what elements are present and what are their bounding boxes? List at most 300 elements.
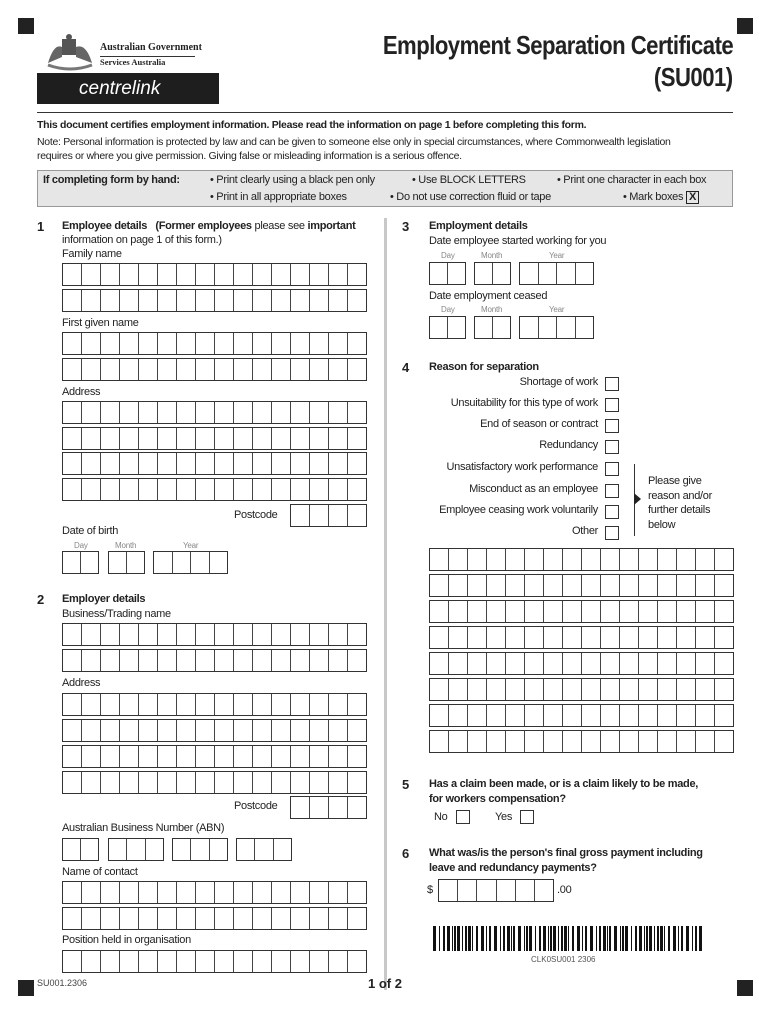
char-box[interactable] bbox=[468, 731, 487, 752]
char-box[interactable] bbox=[601, 679, 620, 700]
char-box[interactable] bbox=[696, 627, 715, 648]
char-box[interactable] bbox=[310, 772, 329, 793]
char-box[interactable] bbox=[196, 333, 215, 354]
char-box[interactable] bbox=[468, 549, 487, 570]
char-box[interactable] bbox=[544, 601, 563, 622]
char-box[interactable] bbox=[120, 908, 139, 929]
char-box[interactable] bbox=[234, 359, 253, 380]
char-box[interactable] bbox=[468, 705, 487, 726]
char-box[interactable] bbox=[109, 552, 127, 573]
char-box[interactable] bbox=[196, 624, 215, 645]
char-box[interactable] bbox=[310, 650, 329, 671]
reason-checkbox[interactable] bbox=[605, 505, 619, 519]
char-box[interactable] bbox=[506, 653, 525, 674]
char-box[interactable] bbox=[63, 624, 82, 645]
char-box[interactable] bbox=[63, 290, 82, 311]
char-box[interactable] bbox=[696, 679, 715, 700]
first-name-row[interactable] bbox=[62, 332, 367, 355]
char-box[interactable] bbox=[158, 772, 177, 793]
char-box[interactable] bbox=[487, 679, 506, 700]
char-box[interactable] bbox=[63, 264, 82, 285]
char-box[interactable] bbox=[253, 624, 272, 645]
char-box[interactable] bbox=[120, 882, 139, 903]
char-box[interactable] bbox=[329, 746, 348, 767]
char-box[interactable] bbox=[677, 705, 696, 726]
char-box[interactable] bbox=[215, 720, 234, 741]
char-box[interactable] bbox=[310, 694, 329, 715]
char-box[interactable] bbox=[63, 720, 82, 741]
char-box[interactable] bbox=[658, 731, 677, 752]
char-box[interactable] bbox=[497, 880, 516, 901]
char-box[interactable] bbox=[310, 951, 329, 972]
char-box[interactable] bbox=[544, 731, 563, 752]
char-box[interactable] bbox=[177, 650, 196, 671]
details-row[interactable] bbox=[429, 626, 734, 649]
char-box[interactable] bbox=[177, 720, 196, 741]
char-box[interactable] bbox=[82, 333, 101, 354]
char-box[interactable] bbox=[696, 731, 715, 752]
char-box[interactable] bbox=[234, 908, 253, 929]
char-box[interactable] bbox=[82, 479, 101, 500]
char-box[interactable] bbox=[348, 624, 366, 645]
start-day[interactable] bbox=[429, 262, 466, 285]
char-box[interactable] bbox=[120, 479, 139, 500]
char-box[interactable] bbox=[539, 263, 558, 284]
char-box[interactable] bbox=[82, 624, 101, 645]
char-box[interactable] bbox=[234, 650, 253, 671]
char-box[interactable] bbox=[158, 746, 177, 767]
char-box[interactable] bbox=[215, 882, 234, 903]
char-box[interactable] bbox=[139, 402, 158, 423]
char-box[interactable] bbox=[563, 653, 582, 674]
char-box[interactable] bbox=[120, 453, 139, 474]
char-box[interactable] bbox=[173, 552, 192, 573]
char-box[interactable] bbox=[310, 402, 329, 423]
char-box[interactable] bbox=[120, 650, 139, 671]
char-box[interactable] bbox=[439, 880, 458, 901]
reason-checkbox[interactable] bbox=[605, 398, 619, 412]
char-box[interactable] bbox=[544, 653, 563, 674]
char-box[interactable] bbox=[253, 453, 272, 474]
char-box[interactable] bbox=[253, 479, 272, 500]
char-box[interactable] bbox=[237, 839, 255, 860]
char-box[interactable] bbox=[158, 720, 177, 741]
char-box[interactable] bbox=[272, 650, 291, 671]
char-box[interactable] bbox=[310, 882, 329, 903]
char-box[interactable] bbox=[506, 549, 525, 570]
char-box[interactable] bbox=[557, 263, 576, 284]
char-box[interactable] bbox=[101, 359, 120, 380]
char-box[interactable] bbox=[139, 951, 158, 972]
char-box[interactable] bbox=[101, 624, 120, 645]
char-box[interactable] bbox=[101, 479, 120, 500]
abn-group[interactable] bbox=[62, 838, 99, 861]
char-box[interactable] bbox=[139, 720, 158, 741]
char-box[interactable] bbox=[215, 333, 234, 354]
char-box[interactable] bbox=[449, 705, 468, 726]
char-box[interactable] bbox=[620, 731, 639, 752]
char-box[interactable] bbox=[291, 624, 310, 645]
char-box[interactable] bbox=[120, 428, 139, 449]
char-box[interactable] bbox=[101, 453, 120, 474]
char-box[interactable] bbox=[348, 290, 366, 311]
char-box[interactable] bbox=[158, 479, 177, 500]
char-box[interactable] bbox=[196, 428, 215, 449]
char-box[interactable] bbox=[272, 624, 291, 645]
char-box[interactable] bbox=[158, 882, 177, 903]
contact-name-row[interactable] bbox=[62, 907, 367, 930]
char-box[interactable] bbox=[449, 575, 468, 596]
char-box[interactable] bbox=[82, 359, 101, 380]
char-box[interactable] bbox=[234, 479, 253, 500]
char-box[interactable] bbox=[154, 552, 173, 573]
char-box[interactable] bbox=[215, 772, 234, 793]
char-box[interactable] bbox=[348, 359, 366, 380]
employee-address-row[interactable] bbox=[62, 452, 367, 475]
char-box[interactable] bbox=[210, 839, 227, 860]
char-box[interactable] bbox=[468, 653, 487, 674]
char-box[interactable] bbox=[506, 705, 525, 726]
char-box[interactable] bbox=[715, 549, 733, 570]
reason-checkbox[interactable] bbox=[605, 526, 619, 540]
char-box[interactable] bbox=[310, 359, 329, 380]
char-box[interactable] bbox=[601, 601, 620, 622]
char-box[interactable] bbox=[329, 650, 348, 671]
first-name-row[interactable] bbox=[62, 358, 367, 381]
char-box[interactable] bbox=[620, 601, 639, 622]
char-box[interactable] bbox=[63, 333, 82, 354]
char-box[interactable] bbox=[139, 772, 158, 793]
family-name-row[interactable] bbox=[62, 263, 367, 286]
char-box[interactable] bbox=[139, 694, 158, 715]
char-box[interactable] bbox=[253, 882, 272, 903]
char-box[interactable] bbox=[493, 263, 510, 284]
char-box[interactable] bbox=[101, 333, 120, 354]
char-box[interactable] bbox=[101, 694, 120, 715]
details-row[interactable] bbox=[429, 548, 734, 571]
char-box[interactable] bbox=[525, 653, 544, 674]
char-box[interactable] bbox=[639, 653, 658, 674]
char-box[interactable] bbox=[520, 317, 539, 338]
char-box[interactable] bbox=[348, 479, 366, 500]
char-box[interactable] bbox=[120, 951, 139, 972]
char-box[interactable] bbox=[348, 772, 366, 793]
details-row[interactable] bbox=[429, 574, 734, 597]
char-box[interactable] bbox=[658, 575, 677, 596]
char-box[interactable] bbox=[291, 746, 310, 767]
char-box[interactable] bbox=[196, 359, 215, 380]
char-box[interactable] bbox=[139, 333, 158, 354]
start-month[interactable] bbox=[474, 262, 511, 285]
char-box[interactable] bbox=[120, 694, 139, 715]
char-box[interactable] bbox=[196, 772, 215, 793]
char-box[interactable] bbox=[253, 428, 272, 449]
char-box[interactable] bbox=[601, 731, 620, 752]
char-box[interactable] bbox=[82, 746, 101, 767]
char-box[interactable] bbox=[506, 679, 525, 700]
char-box[interactable] bbox=[120, 720, 139, 741]
char-box[interactable] bbox=[158, 264, 177, 285]
char-box[interactable] bbox=[253, 290, 272, 311]
char-box[interactable] bbox=[329, 951, 348, 972]
char-box[interactable] bbox=[563, 705, 582, 726]
char-box[interactable] bbox=[449, 627, 468, 648]
char-box[interactable] bbox=[120, 359, 139, 380]
char-box[interactable] bbox=[177, 624, 196, 645]
char-box[interactable] bbox=[430, 705, 449, 726]
char-box[interactable] bbox=[196, 951, 215, 972]
char-box[interactable] bbox=[468, 601, 487, 622]
char-box[interactable] bbox=[544, 549, 563, 570]
char-box[interactable] bbox=[120, 290, 139, 311]
char-box[interactable] bbox=[291, 479, 310, 500]
char-box[interactable] bbox=[715, 601, 733, 622]
char-box[interactable] bbox=[272, 402, 291, 423]
char-box[interactable] bbox=[274, 839, 291, 860]
char-box[interactable] bbox=[210, 552, 228, 573]
position-row[interactable] bbox=[62, 950, 367, 973]
char-box[interactable] bbox=[120, 624, 139, 645]
char-box[interactable] bbox=[291, 951, 310, 972]
reason-checkbox[interactable] bbox=[605, 484, 619, 498]
char-box[interactable] bbox=[139, 908, 158, 929]
char-box[interactable] bbox=[582, 731, 601, 752]
char-box[interactable] bbox=[677, 653, 696, 674]
char-box[interactable] bbox=[120, 264, 139, 285]
char-box[interactable] bbox=[120, 772, 139, 793]
char-box[interactable] bbox=[101, 908, 120, 929]
char-box[interactable] bbox=[677, 575, 696, 596]
char-box[interactable] bbox=[677, 601, 696, 622]
char-box[interactable] bbox=[196, 479, 215, 500]
char-box[interactable] bbox=[639, 731, 658, 752]
char-box[interactable] bbox=[196, 264, 215, 285]
char-box[interactable] bbox=[215, 402, 234, 423]
char-box[interactable] bbox=[582, 653, 601, 674]
employee-address-row[interactable] bbox=[62, 401, 367, 424]
char-box[interactable] bbox=[291, 720, 310, 741]
char-box[interactable] bbox=[291, 797, 310, 818]
employer-address-row[interactable] bbox=[62, 693, 367, 716]
char-box[interactable] bbox=[348, 333, 366, 354]
char-box[interactable] bbox=[63, 552, 81, 573]
no-checkbox[interactable] bbox=[456, 810, 470, 824]
char-box[interactable] bbox=[101, 402, 120, 423]
char-box[interactable] bbox=[234, 428, 253, 449]
char-box[interactable] bbox=[582, 627, 601, 648]
char-box[interactable] bbox=[525, 549, 544, 570]
char-box[interactable] bbox=[234, 951, 253, 972]
char-box[interactable] bbox=[139, 650, 158, 671]
char-box[interactable] bbox=[139, 479, 158, 500]
char-box[interactable] bbox=[291, 333, 310, 354]
char-box[interactable] bbox=[576, 317, 594, 338]
char-box[interactable] bbox=[696, 549, 715, 570]
char-box[interactable] bbox=[139, 882, 158, 903]
char-box[interactable] bbox=[291, 359, 310, 380]
char-box[interactable] bbox=[173, 839, 191, 860]
char-box[interactable] bbox=[101, 264, 120, 285]
char-box[interactable] bbox=[215, 746, 234, 767]
char-box[interactable] bbox=[215, 908, 234, 929]
char-box[interactable] bbox=[272, 264, 291, 285]
char-box[interactable] bbox=[601, 627, 620, 648]
char-box[interactable] bbox=[620, 705, 639, 726]
char-box[interactable] bbox=[291, 908, 310, 929]
char-box[interactable] bbox=[525, 679, 544, 700]
char-box[interactable] bbox=[458, 880, 477, 901]
char-box[interactable] bbox=[493, 317, 510, 338]
dob-year[interactable] bbox=[153, 551, 228, 574]
char-box[interactable] bbox=[196, 650, 215, 671]
char-box[interactable] bbox=[348, 453, 366, 474]
details-row[interactable] bbox=[429, 600, 734, 623]
char-box[interactable] bbox=[696, 575, 715, 596]
char-box[interactable] bbox=[215, 453, 234, 474]
char-box[interactable] bbox=[215, 359, 234, 380]
char-box[interactable] bbox=[158, 290, 177, 311]
char-box[interactable] bbox=[506, 575, 525, 596]
char-box[interactable] bbox=[291, 428, 310, 449]
char-box[interactable] bbox=[177, 428, 196, 449]
char-box[interactable] bbox=[310, 333, 329, 354]
char-box[interactable] bbox=[348, 720, 366, 741]
char-box[interactable] bbox=[677, 627, 696, 648]
char-box[interactable] bbox=[234, 882, 253, 903]
char-box[interactable] bbox=[234, 772, 253, 793]
char-box[interactable] bbox=[82, 453, 101, 474]
char-box[interactable] bbox=[101, 428, 120, 449]
reason-checkbox[interactable] bbox=[605, 377, 619, 391]
employer-address-row[interactable] bbox=[62, 771, 367, 794]
char-box[interactable] bbox=[272, 479, 291, 500]
char-box[interactable] bbox=[620, 575, 639, 596]
char-box[interactable] bbox=[601, 705, 620, 726]
payment-amount[interactable] bbox=[438, 879, 554, 902]
char-box[interactable] bbox=[196, 453, 215, 474]
char-box[interactable] bbox=[81, 552, 98, 573]
char-box[interactable] bbox=[696, 705, 715, 726]
char-box[interactable] bbox=[348, 882, 366, 903]
char-box[interactable] bbox=[475, 263, 493, 284]
char-box[interactable] bbox=[291, 882, 310, 903]
char-box[interactable] bbox=[520, 263, 539, 284]
char-box[interactable] bbox=[63, 951, 82, 972]
char-box[interactable] bbox=[506, 731, 525, 752]
char-box[interactable] bbox=[158, 650, 177, 671]
char-box[interactable] bbox=[177, 694, 196, 715]
char-box[interactable] bbox=[582, 601, 601, 622]
char-box[interactable] bbox=[639, 601, 658, 622]
char-box[interactable] bbox=[82, 908, 101, 929]
char-box[interactable] bbox=[63, 882, 82, 903]
char-box[interactable] bbox=[215, 479, 234, 500]
char-box[interactable] bbox=[272, 772, 291, 793]
char-box[interactable] bbox=[196, 694, 215, 715]
char-box[interactable] bbox=[348, 505, 366, 526]
char-box[interactable] bbox=[348, 428, 366, 449]
details-row[interactable] bbox=[429, 730, 734, 753]
char-box[interactable] bbox=[563, 549, 582, 570]
char-box[interactable] bbox=[253, 908, 272, 929]
details-row[interactable] bbox=[429, 678, 734, 701]
char-box[interactable] bbox=[449, 601, 468, 622]
char-box[interactable] bbox=[234, 720, 253, 741]
char-box[interactable] bbox=[525, 627, 544, 648]
char-box[interactable] bbox=[101, 882, 120, 903]
char-box[interactable] bbox=[253, 951, 272, 972]
char-box[interactable] bbox=[177, 772, 196, 793]
char-box[interactable] bbox=[449, 731, 468, 752]
char-box[interactable] bbox=[329, 624, 348, 645]
char-box[interactable] bbox=[487, 627, 506, 648]
ceased-year[interactable] bbox=[519, 316, 594, 339]
char-box[interactable] bbox=[158, 359, 177, 380]
char-box[interactable] bbox=[329, 428, 348, 449]
char-box[interactable] bbox=[291, 290, 310, 311]
char-box[interactable] bbox=[127, 552, 144, 573]
char-box[interactable] bbox=[139, 359, 158, 380]
char-box[interactable] bbox=[215, 290, 234, 311]
char-box[interactable] bbox=[715, 731, 733, 752]
char-box[interactable] bbox=[329, 359, 348, 380]
char-box[interactable] bbox=[63, 453, 82, 474]
char-box[interactable] bbox=[310, 453, 329, 474]
char-box[interactable] bbox=[158, 453, 177, 474]
char-box[interactable] bbox=[329, 908, 348, 929]
char-box[interactable] bbox=[430, 549, 449, 570]
char-box[interactable] bbox=[82, 772, 101, 793]
char-box[interactable] bbox=[63, 839, 81, 860]
char-box[interactable] bbox=[177, 882, 196, 903]
char-box[interactable] bbox=[234, 746, 253, 767]
char-box[interactable] bbox=[310, 290, 329, 311]
char-box[interactable] bbox=[253, 720, 272, 741]
char-box[interactable] bbox=[639, 679, 658, 700]
char-box[interactable] bbox=[310, 479, 329, 500]
char-box[interactable] bbox=[272, 359, 291, 380]
char-box[interactable] bbox=[468, 627, 487, 648]
char-box[interactable] bbox=[127, 839, 145, 860]
char-box[interactable] bbox=[430, 679, 449, 700]
char-box[interactable] bbox=[196, 882, 215, 903]
char-box[interactable] bbox=[658, 653, 677, 674]
char-box[interactable] bbox=[639, 575, 658, 596]
char-box[interactable] bbox=[715, 575, 733, 596]
char-box[interactable] bbox=[525, 731, 544, 752]
char-box[interactable] bbox=[329, 720, 348, 741]
char-box[interactable] bbox=[139, 746, 158, 767]
char-box[interactable] bbox=[177, 951, 196, 972]
char-box[interactable] bbox=[191, 839, 209, 860]
char-box[interactable] bbox=[158, 333, 177, 354]
char-box[interactable] bbox=[696, 653, 715, 674]
char-box[interactable] bbox=[215, 650, 234, 671]
char-box[interactable] bbox=[658, 679, 677, 700]
char-box[interactable] bbox=[146, 839, 163, 860]
char-box[interactable] bbox=[715, 705, 733, 726]
char-box[interactable] bbox=[544, 679, 563, 700]
char-box[interactable] bbox=[715, 627, 733, 648]
char-box[interactable] bbox=[234, 453, 253, 474]
char-box[interactable] bbox=[234, 290, 253, 311]
char-box[interactable] bbox=[215, 951, 234, 972]
business-name-row[interactable] bbox=[62, 649, 367, 672]
char-box[interactable] bbox=[177, 479, 196, 500]
dob-month[interactable] bbox=[108, 551, 145, 574]
char-box[interactable] bbox=[82, 428, 101, 449]
char-box[interactable] bbox=[329, 290, 348, 311]
